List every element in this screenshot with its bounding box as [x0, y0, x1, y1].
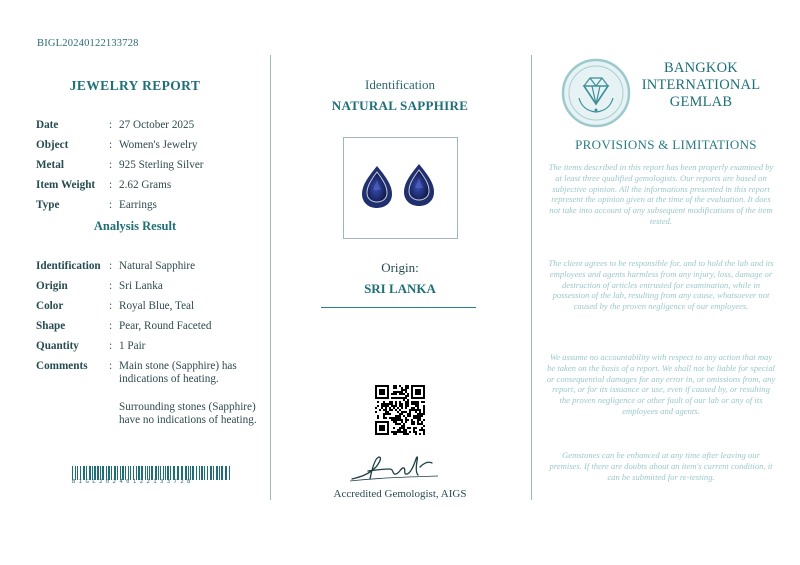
provisions-title: PROVISIONS & LIMITATIONS [575, 137, 757, 152]
comment-1: Main stone (Sapphire) has indications of heating. [119, 360, 237, 385]
detail-key: Object [36, 139, 69, 151]
left-earring [362, 166, 392, 208]
report-id: BIGL20240122133728 [37, 38, 139, 49]
right-earring [404, 164, 434, 206]
accreditation: Accredited Gemologist, AIGS [333, 488, 467, 500]
detail-key: Item Weight [36, 179, 96, 191]
analysis-key: Shape [36, 320, 66, 332]
provision-paragraph-4: Gemstones can be enhanced at any time after leaving our premises. If there are doubts about an item's current condition, it can be submitted for re-testing. [549, 450, 773, 482]
provision-paragraph-1: The items described in this report has been properly examined by at least three qualified gemologists. Our reports are based on subjective opinion. All the informations presented in this report represent the opinion given at the time of the evaluation. It does not take into account of any subsequent modifications of the item tested. [548, 162, 774, 226]
detail-key: Date [36, 119, 59, 131]
detail-value: 27 October 2025 [119, 119, 195, 131]
detail-key: Type [36, 199, 60, 211]
report-title: JEWELRY REPORT [69, 78, 201, 93]
provision-paragraph-3: We assume no accountability with respect to any action that may be taken on the basis of a report. We shall not be liable for special or consequential damages for any error in, or omissions from, any report, or for its issuance or use, even if caused by, or resulting the proven negligence or other fault of our lab or any of its employees and agents. [546, 352, 776, 416]
lab-name-line-1: BANGKOK [664, 60, 738, 76]
qr-code[interactable] [375, 385, 425, 435]
analysis-value: Pear, Round Faceted [119, 320, 212, 332]
analysis-key: Quantity [36, 340, 79, 352]
divider-left [270, 55, 271, 500]
analysis-value: Royal Blue, Teal [119, 300, 195, 312]
origin-value: SRI LANKA [364, 281, 436, 296]
earrings-photo [343, 137, 458, 239]
barcode [72, 466, 232, 480]
lab-name-line-2: INTERNATIONAL [641, 77, 761, 93]
origin-underline [321, 307, 476, 308]
gemologist-signature [346, 449, 446, 485]
detail-value: Earrings [119, 199, 157, 211]
detail-value: 925 Sterling Silver [119, 159, 204, 171]
provision-paragraph-2: The client agrees to be responsible for, and to hold the lab and its employees and agents harmless from any injury, loss, damage or destruction of articles entrusted for examination, while in possession of the lab, resulting from any cause, whatsoever not caused by the proven negligence of our employees. [548, 258, 774, 312]
comment-2: Surrounding stones (Sapphire) have no indications of heating. [119, 401, 257, 426]
gemlab-logo-icon [561, 58, 631, 128]
divider-right [531, 55, 532, 500]
detail-key: Metal [36, 159, 64, 171]
analysis-value: Sri Lanka [119, 280, 163, 292]
detail-value: 2.62 Grams [119, 179, 172, 191]
identification-value: NATURAL SAPPHIRE [331, 98, 469, 113]
analysis-value: 1 Pair [119, 340, 146, 352]
detail-value: Women's Jewelry [119, 139, 198, 151]
lab-name [636, 60, 766, 111]
analysis-key: Identification [36, 260, 101, 272]
identification-label: Identification [364, 77, 436, 92]
comments-key: Comments [36, 360, 88, 372]
barcode-text: BIGL20240122133728 [72, 479, 194, 485]
origin-label: Origin: [381, 260, 419, 275]
analysis-key: Origin [36, 280, 68, 292]
lab-name-line-3: GEMLAB [669, 94, 733, 110]
analysis-value: Natural Sapphire [119, 260, 196, 272]
analysis-key: Color [36, 300, 64, 312]
analysis-title: Analysis Result [93, 219, 177, 233]
